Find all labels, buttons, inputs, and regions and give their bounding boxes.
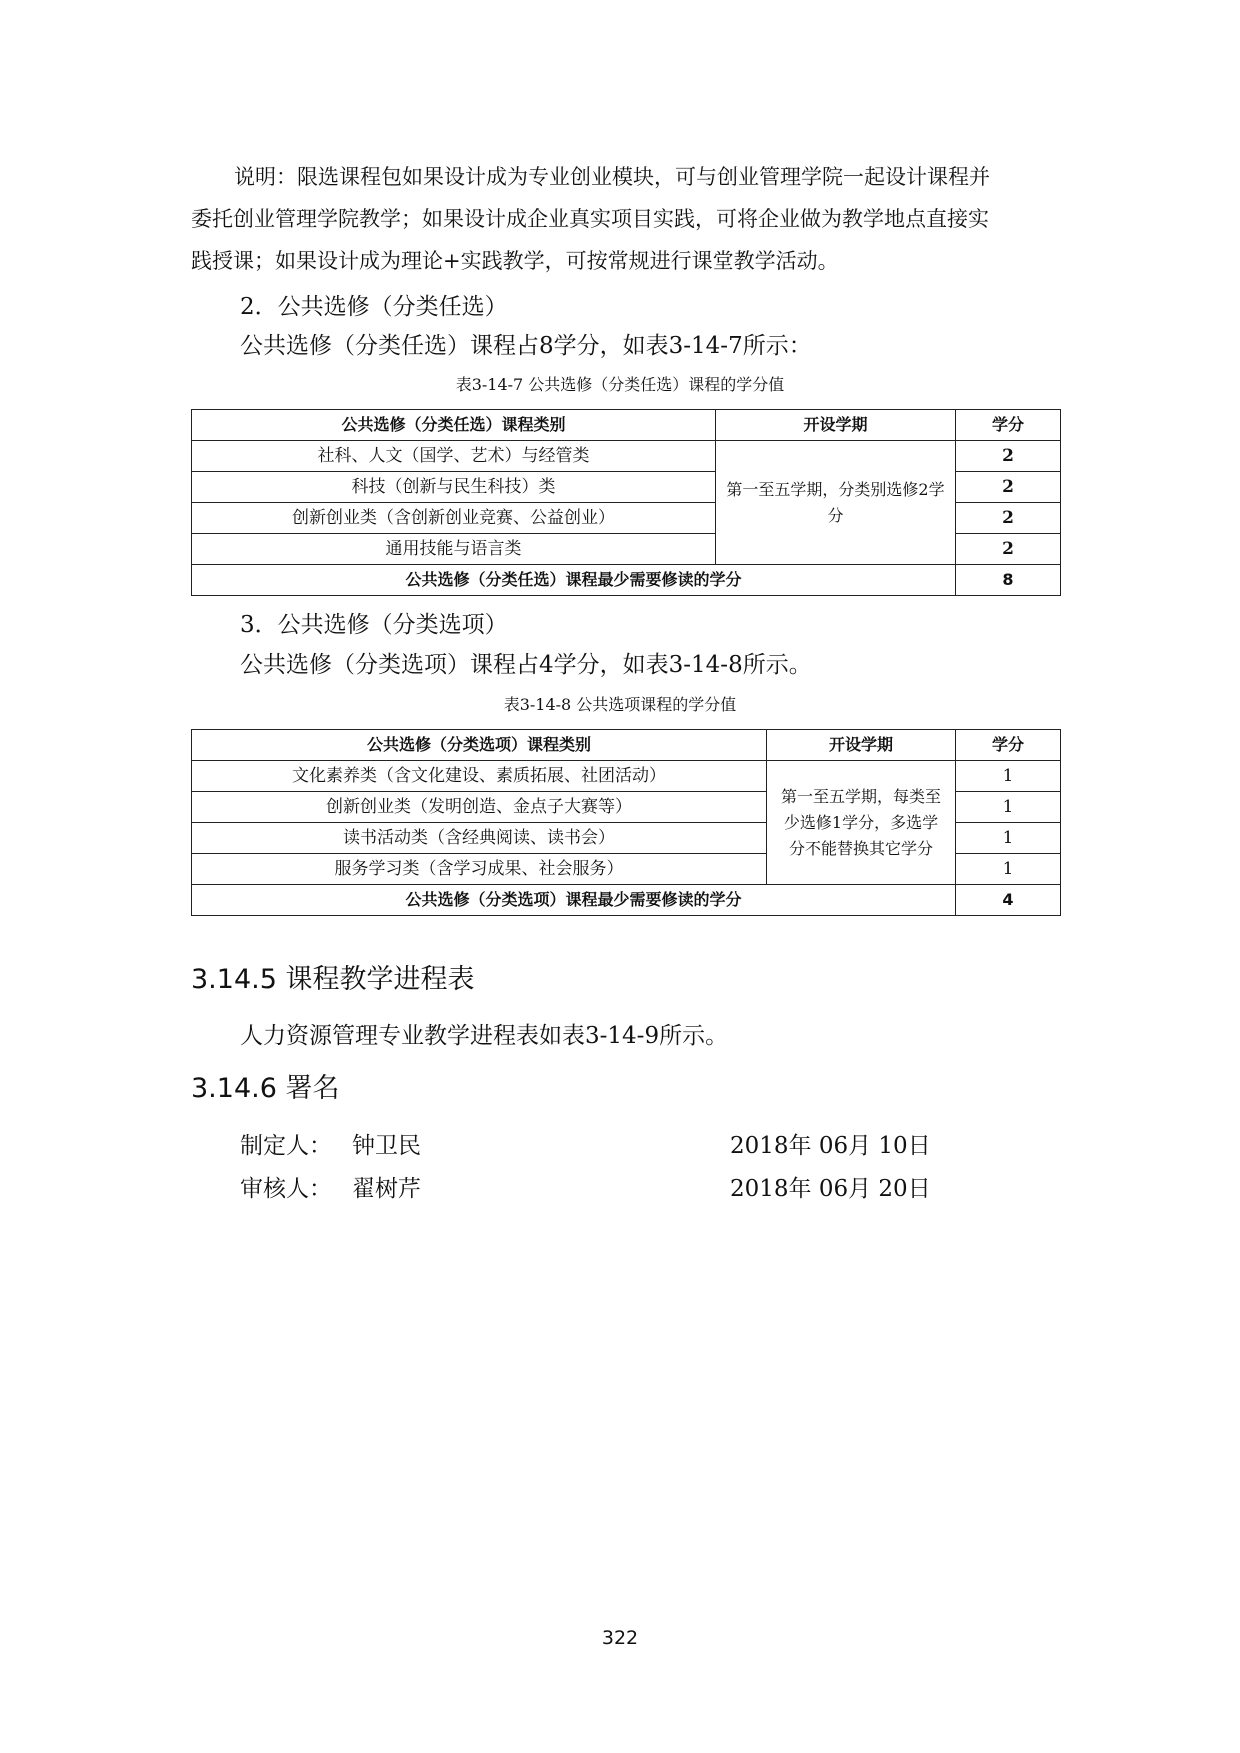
note-line-2: 委托创业管理学院教学；如果设计成企业真实项目实践，可将企业做为教学地点直接实 bbox=[191, 207, 989, 231]
section-title-signatures: 3.14.6 署名 bbox=[191, 1073, 340, 1104]
header-credit: 学分 bbox=[956, 410, 1061, 441]
section5-text: 人力资源管理专业教学进程表如表3-14-9所示。 bbox=[240, 1023, 729, 1049]
category-cell: 读书活动类（含经典阅读、读书会） bbox=[192, 823, 767, 854]
category-cell: 服务学习类（含学习成果、社会服务） bbox=[192, 854, 767, 885]
signature-role: 制定人： bbox=[240, 1133, 332, 1159]
credit-cell: 1 bbox=[956, 854, 1061, 885]
summary-value: 4 bbox=[956, 885, 1061, 916]
table8-caption: 表3-14-8 公共选项课程的学分值 bbox=[503, 695, 737, 714]
part2-text: 公共选修（分类任选）课程占8学分，如表3-14-7所示： bbox=[240, 333, 812, 359]
credit-cell: 2 bbox=[956, 503, 1061, 534]
credit-table-8 bbox=[191, 729, 1061, 916]
credit-table-7 bbox=[191, 409, 1061, 596]
part2-heading: 2．公共选修（分类任选） bbox=[240, 294, 508, 320]
category-cell: 社科、人文（国学、艺术）与经管类 bbox=[192, 441, 716, 472]
signature-date: 2018年 06月 20日 bbox=[730, 1176, 931, 1202]
table-summary-row bbox=[192, 565, 1061, 596]
note-line-1: 说明：限选课程包如果设计成为专业创业模块，可与创业管理学院一起设计课程并 bbox=[234, 165, 990, 189]
table-summary-row bbox=[192, 885, 1061, 916]
category-cell: 通用技能与语言类 bbox=[192, 534, 716, 565]
header-credit: 学分 bbox=[956, 730, 1061, 761]
summary-label: 公共选修（分类任选）课程最少需要修读的学分 bbox=[192, 565, 956, 596]
category-cell: 创新创业类（含创新创业竞赛、公益创业） bbox=[192, 503, 716, 534]
signature-name: 钟卫民 bbox=[352, 1133, 421, 1159]
table-row bbox=[192, 761, 1061, 792]
category-cell: 创新创业类（发明创造、金点子大赛等） bbox=[192, 792, 767, 823]
signature-role: 审核人： bbox=[240, 1176, 332, 1202]
credit-cell: 2 bbox=[956, 534, 1061, 565]
note-line-3: 践授课；如果设计成为理论+实践教学，可按常规进行课堂教学活动。 bbox=[191, 249, 839, 273]
credit-cell: 1 bbox=[956, 792, 1061, 823]
summary-label: 公共选修（分类选项）课程最少需要修读的学分 bbox=[192, 885, 956, 916]
section-title-course-schedule: 3.14.5 课程教学进程表 bbox=[191, 964, 475, 995]
credit-cell: 1 bbox=[956, 761, 1061, 792]
table-row bbox=[192, 441, 1061, 472]
header-category: 公共选修（分类选项）课程类别 bbox=[192, 730, 767, 761]
credit-cell: 2 bbox=[956, 441, 1061, 472]
category-cell: 文化素养类（含文化建设、素质拓展、社团活动） bbox=[192, 761, 767, 792]
summary-value: 8 bbox=[956, 565, 1061, 596]
credit-cell: 2 bbox=[956, 472, 1061, 503]
signature-name: 翟树芹 bbox=[352, 1176, 421, 1202]
part3-heading: 3．公共选修（分类选项） bbox=[240, 612, 508, 638]
credit-cell: 1 bbox=[956, 823, 1061, 854]
period-cell: 第一至五学期，每类至少选修1学分，多选学分不能替换其它学分 bbox=[767, 761, 956, 885]
part3-text: 公共选修（分类选项）课程占4学分，如表3-14-8所示。 bbox=[240, 652, 812, 678]
signature-date: 2018年 06月 10日 bbox=[730, 1133, 931, 1159]
header-category: 公共选修（分类任选）课程类别 bbox=[192, 410, 716, 441]
table7-caption: 表3-14-7 公共选修（分类任选）课程的学分值 bbox=[455, 375, 785, 394]
period-cell: 第一至五学期，分类别选修2学分 bbox=[716, 441, 956, 565]
category-cell: 科技（创新与民生科技）类 bbox=[192, 472, 716, 503]
table-header-row bbox=[192, 410, 1061, 441]
header-period: 开设学期 bbox=[767, 730, 956, 761]
page-number: 322 bbox=[601, 1627, 639, 1649]
table-header-row bbox=[192, 730, 1061, 761]
header-period: 开设学期 bbox=[716, 410, 956, 441]
